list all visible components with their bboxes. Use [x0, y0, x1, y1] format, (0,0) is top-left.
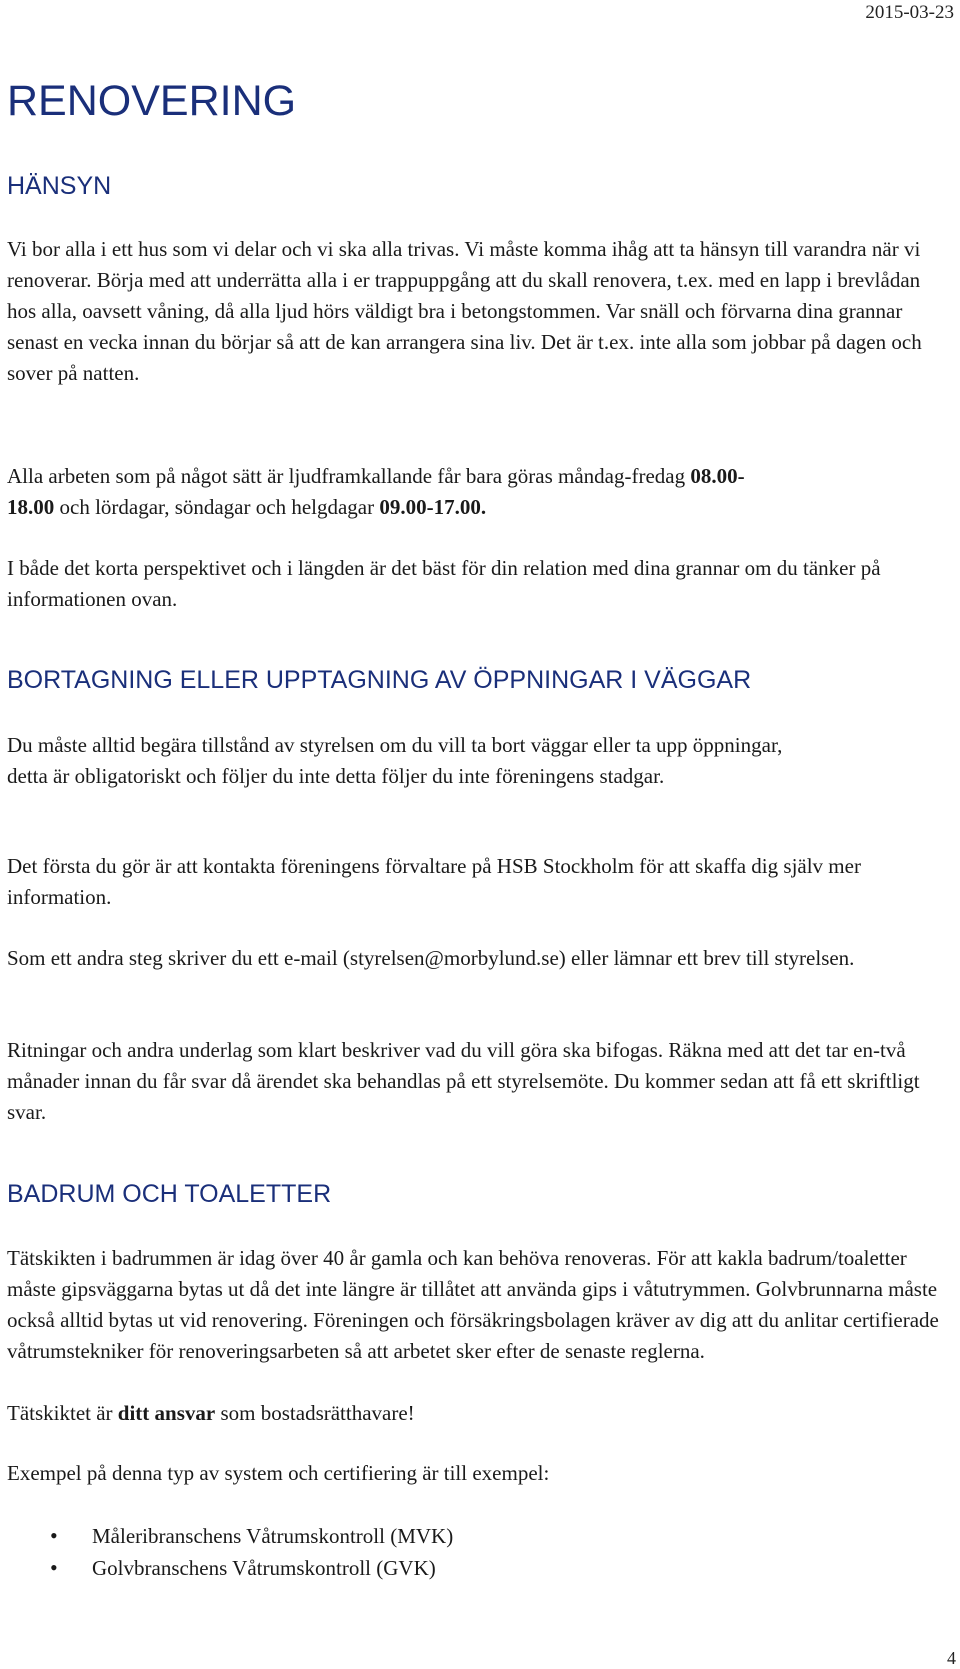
section-heading-badrum: BADRUM OCH TOALETTER	[7, 1180, 332, 1208]
badrum-paragraph-2	[7, 1398, 947, 1429]
oppningar-paragraph-4: Ritningar och andra underlag som klart beskriver vad du vill göra ska bifogas. Räkna med att det tar en-två månader innan du får svar då ärendet ska behandlas på ett styrelsemöte. Du kommer sedan att få ett skriftligt svar.	[7, 1038, 920, 1124]
responsibility-text-a: Tätskiktet är	[7, 1401, 118, 1425]
page-title: RENOVERING	[7, 77, 297, 125]
hansyn-paragraph-3: I både det korta perspektivet och i längden är det bäst för din relation med dina grannar om du tänker på informationen ovan.	[7, 556, 881, 611]
oppningar-paragraph-1: Du måste alltid begära tillstånd av styrelsen om du vill ta bort väggar eller ta upp öppningar, detta är obligatoriskt och följer du inte detta följer du inte föreningens stadgar.	[7, 733, 783, 788]
oppningar-paragraph-3: Som ett andra steg skriver du ett e-mail (styrelsen@morbylund.se) eller lämnar ett brev till styrelsen.	[7, 946, 855, 970]
page-number: 4	[947, 1648, 956, 1668]
document-date: 2015-03-23	[865, 2, 954, 23]
responsibility-emphasis: ditt ansvar	[117, 1401, 216, 1425]
bullet-icon: •	[50, 1523, 58, 1548]
badrum-paragraph-1: Tätskikten i badrummen är idag över 40 år gamla och kan behöva renoveras. För att kakla badrum/toaletter måste gipsväggarna bytas ut då det inte längre är tillåtet att använda gips i våtutrymmen. Golvbrunnarna måste också alltid bytas ut vid renovering. Föreningen och försäkringsbolagen kräver av dig att du anlitar certifierade våtrumstekniker för renoveringsarbeten så att arbetet sker efter de senaste reglerna.	[7, 1246, 939, 1363]
weekday-hours: 08.00-18.00	[7, 464, 745, 519]
section-heading-hansyn: HÄNSYN	[7, 172, 112, 200]
list-item	[50, 1552, 453, 1584]
hansyn-paragraph-2	[7, 461, 767, 523]
weekend-hours: 09.00-17.00.	[379, 495, 487, 519]
list-item-text: Måleribranschens Våtrumskontroll (MVK)	[92, 1524, 454, 1548]
responsibility-text-b: som bostadsrätthavare!	[215, 1401, 415, 1425]
list-item-text: Golvbranschens Våtrumskontroll (GVK)	[92, 1556, 436, 1580]
list-item	[50, 1520, 453, 1552]
section-heading-oppningar: BORTAGNING ELLER UPPTAGNING AV ÖPPNINGAR I VÄGGAR	[7, 666, 752, 694]
oppningar-paragraph-2: Det första du gör är att kontakta föreningens förvaltare på HSB Stockholm för att skaffa dig själv mer information.	[7, 854, 861, 909]
noise-rules-text-b: och lördagar, söndagar och helgdagar	[54, 495, 380, 519]
hansyn-paragraph-1: Vi bor alla i ett hus som vi delar och vi ska alla trivas. Vi måste komma ihåg att ta hänsyn till varandra när vi renoverar. Börja med att underrätta alla i er trappuppgång att du skall renovera, t.ex. med en lapp i brevlådan hos alla, oavsett våning, då alla ljud hörs väldigt bra i betongstommen. Var snäll och förvarna dina grannar senast en vecka innan du börjar så att de kan arrangera sina liv. Det är t.ex. inte alla som jobbar på dagen och sover på natten.	[7, 237, 922, 385]
badrum-paragraph-3: Exempel på denna typ av system och certifiering är till exempel:	[7, 1461, 550, 1485]
certification-list	[50, 1520, 453, 1584]
noise-rules-text-a: Alla arbeten som på något sätt är ljudframkallande får bara göras måndag-fredag	[7, 464, 691, 488]
bullet-icon: •	[50, 1555, 58, 1580]
